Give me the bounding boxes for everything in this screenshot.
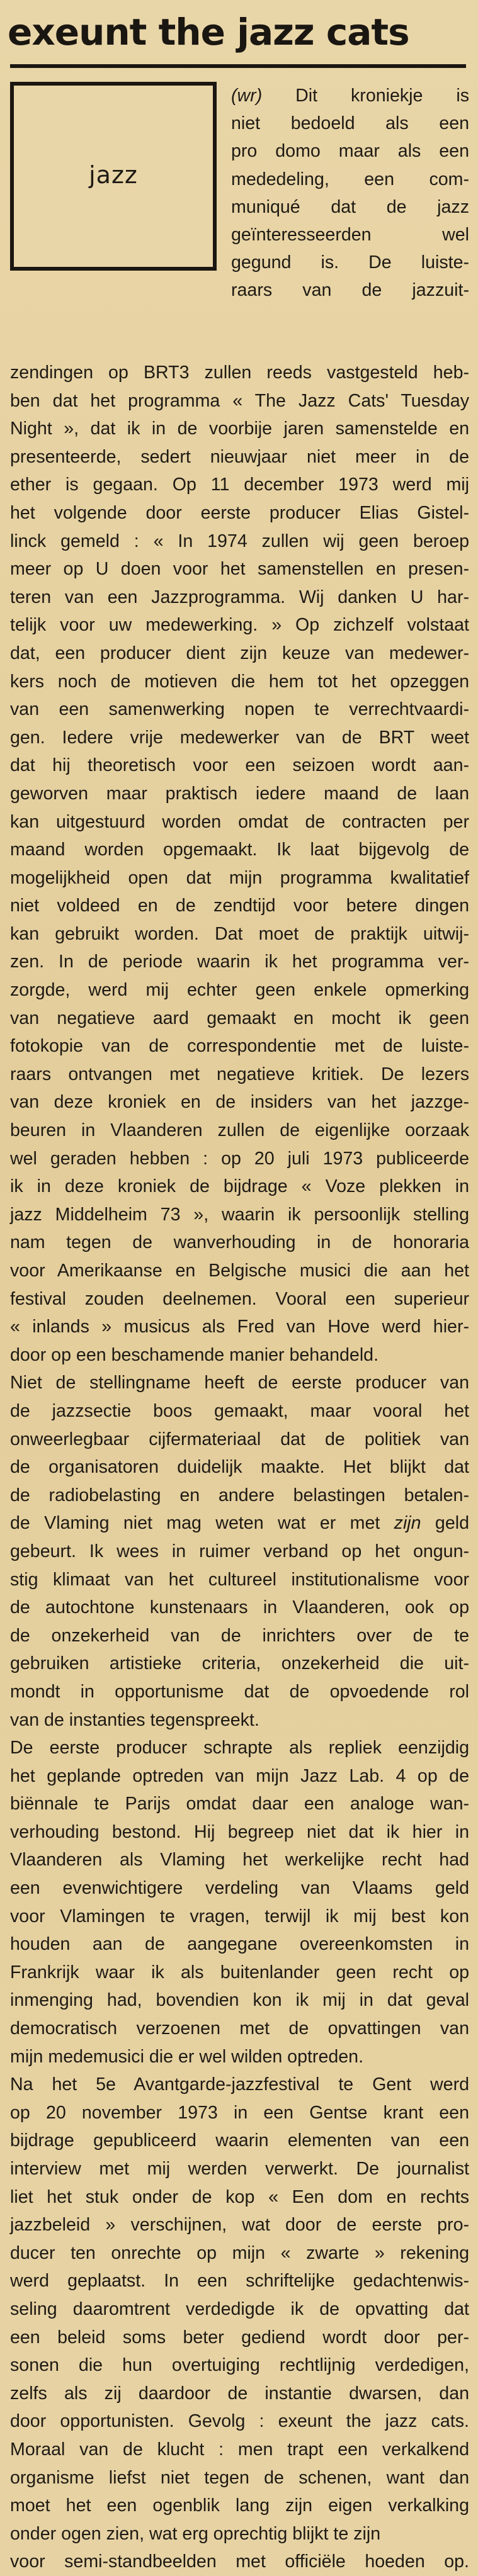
text-line: geïnteresseerden wel [231,225,469,245]
text-line: sonen die hun overtuiging rechtlijnig verdedigen, [10,2355,469,2376]
article-column-narrow [231,82,469,305]
text-line: inmenging had, bovendien kon ik mij in dat geval [10,1990,469,2011]
text-line: de autochtone kunstenaars in Vlaanderen, ook op [10,1597,469,1618]
text-line: liet het stuk onder de kop « Een dom en rechts [10,2186,469,2207]
text-line: dat, een producer dient zijn keuze van medewer- [10,643,469,663]
text-line: telijk voor uw medewerking. » Op zichzelf volstaat [10,615,469,636]
text-line: van de instanties tegenspreekt. [10,1709,259,1730]
text-line: « inlands » musicus als Fred van Hove werd hier- [10,1317,469,1337]
text-line: jazz Middelheim 73 », waarin ik persoonlijk stelling [10,1204,469,1225]
text-line: niet voldeed en de zendtijd voor betere dingen [10,896,469,916]
text-line: door opportunisten. Gevolg : exeunt the jazz cats. [10,2411,469,2432]
text-line: werd geplaatst. In een schriftelijke gedachtenwis- [10,2271,469,2292]
text-line: Niet de stellingname heeft de eerste producer van [10,1373,469,1393]
text-line: fotokopie van de correspondentie met de luiste- [10,1036,469,1057]
text-line: geworven maar praktisch iedere maand de laan [10,783,469,804]
text-line: de Vlaming niet mag weten wat er met zijn geld [10,1513,469,1534]
text-line: een evenwichtigere verdeling van Vlaams geld [10,1878,469,1899]
text-line: ether is gegaan. Op 11 december 1973 werd mij [10,475,469,495]
text-line: ik in deze kroniek de bijdrage « Voze plekken in [10,1176,469,1197]
text-line: zen. In de periode waarin ik het programma ver- [10,952,469,972]
text-line: de onzekerheid van de inrichters over de te [10,1625,469,1646]
emphasis-word: zijn [394,1513,421,1534]
text-line: de jazzsectie boos gemaakt, maar vooral het [10,1400,469,1421]
text-line: zorgde, werd mij echter geen enkele opmerking [10,980,469,1001]
text-line: interview met mij werden verwerkt. De journalist [10,2159,469,2179]
article-headline: exeunt the jazz cats [8,11,409,53]
text-line: kers noch de motieven die hem tot het opzeggen [10,671,469,692]
text-line: seling daaromtrent verdedigde ik de opvatting dat [10,2298,469,2319]
text-line: organisme liefst niet tegen de schenen, want dan [10,2467,469,2488]
text-line: pro domo maar als een [231,141,469,162]
text-line: linck gemeld : « In 1974 zullen wij geen beroep [10,531,469,551]
text-line: Frankrijk waar ik als buitenlander geen recht op [10,1962,469,1983]
text-line: mededeling, een com- [231,169,469,189]
text-line: moet het een ogenblik lang zijn eigen verkalking [10,2495,469,2516]
text-line: wel geraden hebben : op 20 juli 1973 publiceerde [10,1148,469,1169]
text-line: maand worden opgemaakt. Ik laat bijgevolg de [10,840,469,860]
text-line: mijn medemusici die er wel wilden optreden. [10,2046,364,2067]
text-line: Moraal van de klucht : men trapt een verkalkend [10,2439,469,2460]
text-line: zendingen op BRT3 zullen reeds vastgesteld heb- [10,363,469,383]
text-line: bijdrage gepubliceerd waarin elementen van een [10,2130,469,2151]
section-box-label: jazz [89,161,138,189]
section-box [10,82,217,271]
text-line: gebruiken artistieke criteria, onzekerheid die uit- [10,1653,469,1674]
byline: (wr) [231,86,263,106]
text-line: gegund is. De luiste- [231,252,469,273]
text-line: meer op U doen voor het samenstellen en presen- [10,559,469,580]
text-line: ben dat het programma « The Jazz Cats' Tuesday [10,390,469,411]
text-line: voor semi-standbeelden met officiële hoeden op. [10,2551,469,2572]
text-line: kan uitgestuurd worden omdat de contracten per [10,811,469,832]
text-line: beuren in Vlaanderen zullen de eigenlijke oorzaak [10,1120,469,1141]
text-line: niet bedoeld als een [231,113,469,134]
text-line: zelfs als zij daardoor de instantie dwarsen, dan [10,2383,469,2404]
text-line: Night », dat ik in de voorbije jaren samenstelde en [10,419,469,439]
text-line: het volgende door eerste producer Elias Gistel- [10,502,469,523]
text-line: muniqué dat de jazz [231,196,469,217]
text-line: de radiobelasting en andere belastingen betalen- [10,1485,469,1505]
text-line: presenteerde, sedert nieuwjaar niet meer in de [10,446,469,467]
text-line: onder ogen zien, wat erg oprechtig blijkt te zijn [10,2523,381,2544]
text-line: raars van de jazzuit- [231,280,469,301]
text-line: biënnale te Parijs omdat daar een analoge wan- [10,1794,469,1814]
text-line: stig klimaat van het cultureel institutionalisme voor [10,1569,469,1590]
text-line: (wr) Dit kroniekje is [231,86,469,106]
text-line: Vlaanderen als Vlaming het werkelijke recht had [10,1850,469,1870]
text-line: raars ontvangen met negatieve kritiek. De lezers [10,1064,469,1084]
text-line: van deze kroniek en de insiders van het jazzge- [10,1092,469,1113]
text-line: onweerlegbaar cijfermateriaal dat de politiek van [10,1429,469,1449]
text-line: op 20 november 1973 in een Gentse krant een [10,2102,469,2123]
text-line: democratisch verzoenen met de opvattingen van [10,2018,469,2039]
text-line: van negatieve aard gemaakt en mocht ik geen [10,1008,469,1028]
text-line: gebeurt. Ik wees in ruimer verband op het ongun- [10,1541,469,1561]
text-line: houden aan de aangegane overeenkomsten in [10,1934,469,1955]
text-line: Na het 5e Avantgarde-jazzfestival te Gent werd [10,2074,469,2095]
text-line: kan gebruikt worden. Dat moet de praktijk uitwij- [10,923,469,944]
text-line: van een samenwerking nopen te verrechtvaardi- [10,699,469,720]
text-line: mondt in opportunisme dat de opvoedende rol [10,1681,469,1702]
text-line: festival zouden deelnemen. Vooral een superieur [10,1288,469,1309]
text-line: teren van een Jazzprogramma. Wij danken U har- [10,587,469,607]
text-line: voor Amerikaanse en Belgische musici die aan het [10,1261,469,1281]
article-column-wide [10,359,469,2576]
text-line: gen. Iedere vrije medewerker van de BRT weet [10,727,469,748]
text-line: het geplande optreden van mijn Jazz Lab. 4 op de [10,1765,469,1786]
text-line: door op een beschamende manier behandeld. [10,1344,379,1365]
text-line: een beleid soms beter gediend wordt door per- [10,2327,469,2348]
text-line: de organisatoren duidelijk maakte. Het blijkt dat [10,1457,469,1478]
headline-rule [10,64,466,68]
text-line: ducer ten onrechte op mijn « zwarte » rekening [10,2242,469,2263]
text-line: mogelijkheid open dat mijn programma kwalitatief [10,867,469,888]
text-line: voor Vlamingen te vragen, terwijl ik mij best kon [10,1906,469,1926]
text-line: verhouding bestond. Hij begreep niet dat ik hier in [10,1821,469,1842]
text-line: dat hij theoretisch voor een seizoen wordt aan- [10,755,469,776]
text-line: jazzbeleid » verschijnen, wat door de eerste pro- [10,2215,469,2236]
text-line: nam tegen de wanverhouding in de honoraria [10,1232,469,1253]
text-line: De eerste producer schrapte als repliek eenzijdig [10,1738,469,1758]
